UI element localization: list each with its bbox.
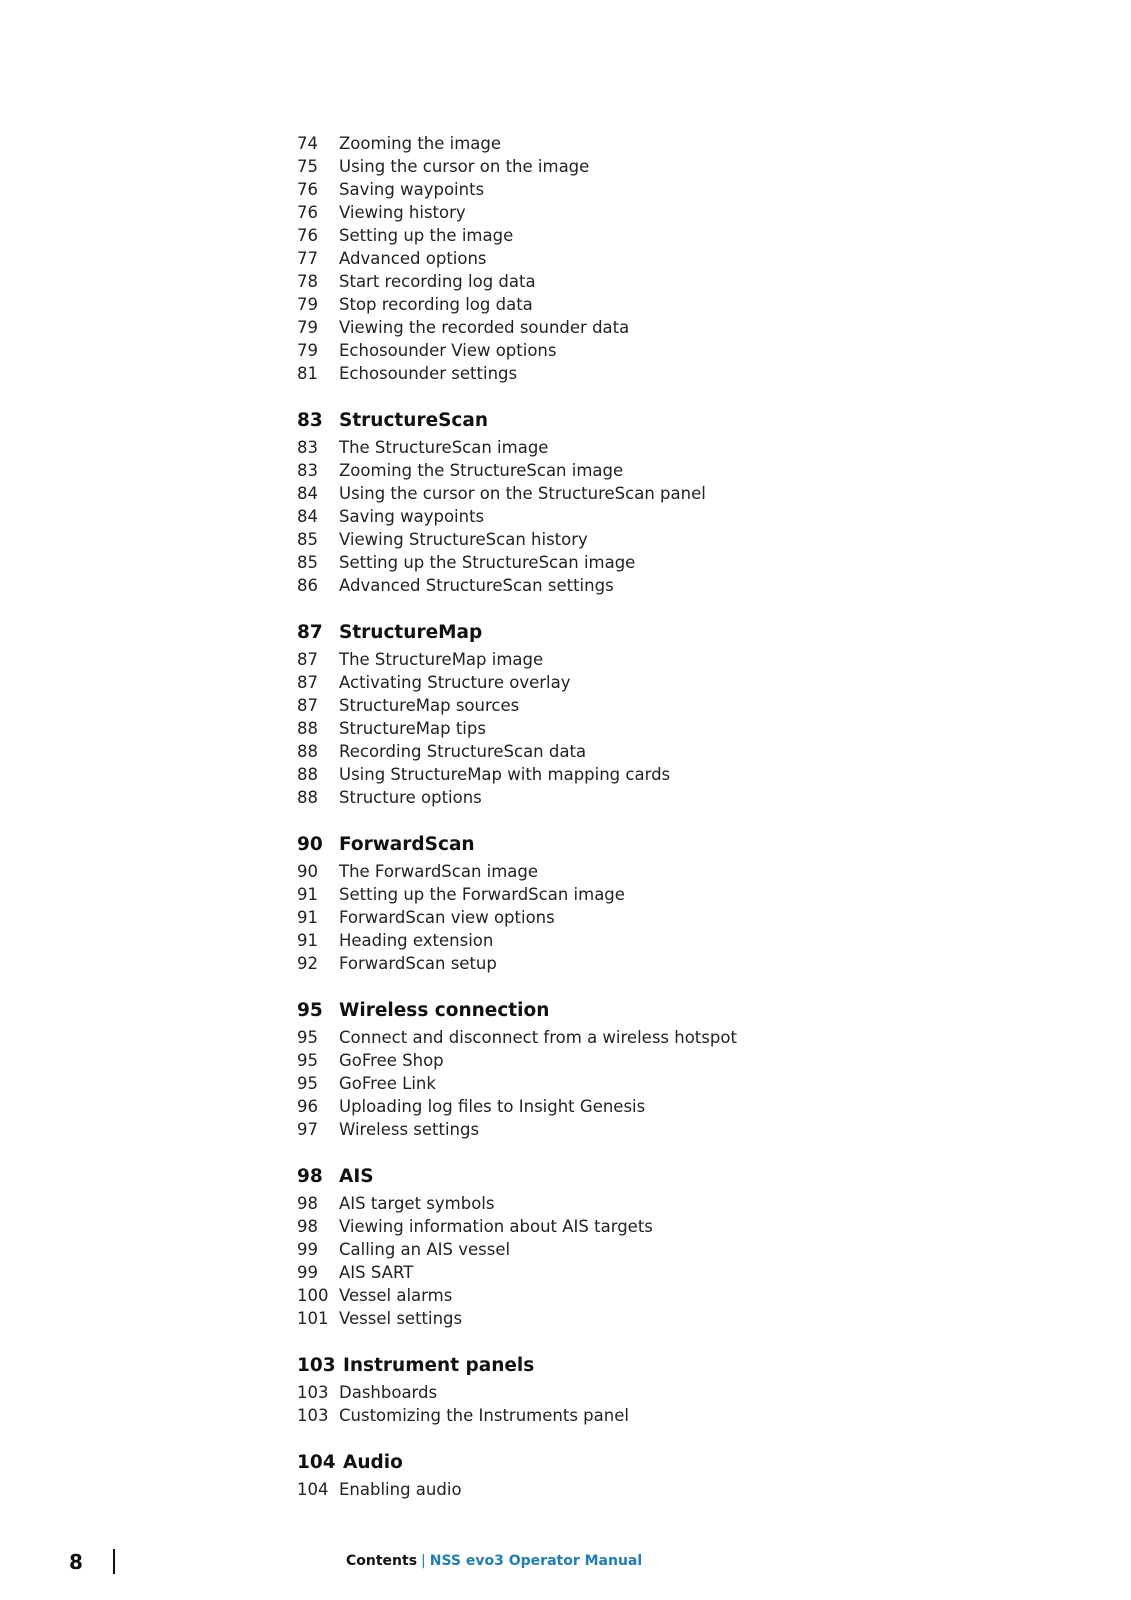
- toc-chapter-heading[interactable]: [297, 1354, 997, 1378]
- entry-page-number: 101: [297, 1309, 329, 1328]
- toc-entry[interactable]: [297, 178, 997, 201]
- chapter-title: StructureScan: [339, 410, 489, 431]
- toc-entry[interactable]: [297, 763, 997, 786]
- entry-page-number: 87: [297, 650, 318, 669]
- toc-entry[interactable]: [297, 528, 997, 551]
- entry-title: Using the cursor on the image: [339, 157, 590, 176]
- toc-section: [297, 1330, 997, 1427]
- toc-entry[interactable]: [297, 1215, 997, 1238]
- toc-section: [297, 132, 997, 385]
- entry-page-number: 99: [297, 1263, 318, 1282]
- entry-page-number: 79: [297, 295, 318, 314]
- entry-title: Echosounder settings: [339, 364, 518, 383]
- entry-page-number: 84: [297, 484, 318, 503]
- entry-page-number: 74: [297, 134, 318, 153]
- entry-page-number: 98: [297, 1217, 318, 1236]
- entry-page-number: 78: [297, 272, 318, 291]
- toc-section: [297, 597, 997, 809]
- toc-chapter-heading[interactable]: [297, 409, 997, 433]
- entry-title: Stop recording log data: [339, 295, 533, 314]
- entry-page-number: 91: [297, 908, 318, 927]
- toc-entry[interactable]: [297, 505, 997, 528]
- toc-entry[interactable]: [297, 883, 997, 906]
- entry-title: Zooming the StructureScan image: [339, 461, 624, 480]
- entry-page-number: 100: [297, 1286, 329, 1305]
- entry-title: Heading extension: [339, 931, 494, 950]
- entry-page-number: 85: [297, 530, 318, 549]
- toc-entry[interactable]: [297, 694, 997, 717]
- entry-page-number: 84: [297, 507, 318, 526]
- entry-page-number: 87: [297, 696, 318, 715]
- entry-page-number: 91: [297, 931, 318, 950]
- toc-entry[interactable]: [297, 339, 997, 362]
- entry-title: Setting up the ForwardScan image: [339, 885, 625, 904]
- entry-title: Dashboards: [339, 1383, 438, 1402]
- entry-title: Start recording log data: [339, 272, 536, 291]
- entry-title: Structure options: [339, 788, 482, 807]
- entry-title: StructureMap sources: [339, 696, 520, 715]
- toc-entry[interactable]: [297, 1238, 997, 1261]
- entry-page-number: 98: [297, 1194, 318, 1213]
- entry-page-number: 86: [297, 576, 318, 595]
- entry-page-number: 88: [297, 742, 318, 761]
- footer-separator: |: [421, 1553, 426, 1569]
- chapter-page-number: 95: [297, 1000, 323, 1021]
- entry-title: ForwardScan view options: [339, 908, 555, 927]
- section-spacer: [297, 1427, 997, 1451]
- toc-entry[interactable]: [297, 155, 997, 178]
- chapter-title: Audio: [343, 1452, 403, 1473]
- entry-title: Advanced StructureScan settings: [339, 576, 614, 595]
- toc-entry[interactable]: [297, 551, 997, 574]
- entry-page-number: 103: [297, 1406, 329, 1425]
- toc-entry[interactable]: [297, 717, 997, 740]
- entry-title: StructureMap tips: [339, 719, 486, 738]
- chapter-page-number: 103: [297, 1355, 336, 1376]
- entry-title: Zooming the image: [339, 134, 502, 153]
- toc-entry[interactable]: [297, 1072, 997, 1095]
- toc-entry[interactable]: [297, 648, 997, 671]
- entry-title: Viewing information about AIS targets: [339, 1217, 653, 1236]
- toc-entry[interactable]: [297, 459, 997, 482]
- toc-section: [297, 1141, 997, 1330]
- toc-entry[interactable]: [297, 929, 997, 952]
- entry-page-number: 88: [297, 719, 318, 738]
- toc-entry[interactable]: [297, 1026, 997, 1049]
- entry-page-number: 95: [297, 1051, 318, 1070]
- toc-section: [297, 975, 997, 1141]
- entry-title: Enabling audio: [339, 1480, 462, 1499]
- entry-page-number: 88: [297, 765, 318, 784]
- toc-section: [297, 1427, 997, 1501]
- entry-title: Wireless settings: [339, 1120, 480, 1139]
- entry-title: Activating Structure overlay: [339, 673, 571, 692]
- entry-page-number: 99: [297, 1240, 318, 1259]
- entry-title: The StructureScan image: [339, 438, 549, 457]
- entry-title: Viewing StructureScan history: [339, 530, 588, 549]
- entry-title: Saving waypoints: [339, 507, 485, 526]
- toc-section: [297, 809, 997, 975]
- toc-entry[interactable]: [297, 1478, 997, 1501]
- toc-entry[interactable]: [297, 1118, 997, 1141]
- section-spacer: [297, 809, 997, 833]
- entry-page-number: 87: [297, 673, 318, 692]
- section-spacer: [297, 1330, 997, 1354]
- toc-entry[interactable]: [297, 1261, 997, 1284]
- entry-title: The StructureMap image: [339, 650, 544, 669]
- chapter-title: StructureMap: [339, 622, 483, 643]
- entry-title: Advanced options: [339, 249, 487, 268]
- chapter-title: Wireless connection: [339, 1000, 550, 1021]
- entry-page-number: 91: [297, 885, 318, 904]
- entry-page-number: 95: [297, 1028, 318, 1047]
- entry-page-number: 77: [297, 249, 318, 268]
- entry-page-number: 79: [297, 341, 318, 360]
- toc-chapter-heading[interactable]: [297, 833, 997, 857]
- entry-title: AIS target symbols: [339, 1194, 495, 1213]
- page-number: 8: [69, 1550, 83, 1574]
- section-spacer: [297, 597, 997, 621]
- section-spacer: [297, 1141, 997, 1165]
- chapter-title: AIS: [339, 1166, 374, 1187]
- entry-title: GoFree Shop: [339, 1051, 444, 1070]
- running-footer: [346, 1551, 642, 1571]
- entry-title: GoFree Link: [339, 1074, 436, 1093]
- entry-page-number: 92: [297, 954, 318, 973]
- entry-page-number: 97: [297, 1120, 318, 1139]
- entry-page-number: 76: [297, 203, 318, 222]
- section-spacer: [297, 975, 997, 999]
- toc-entry[interactable]: [297, 1284, 997, 1307]
- entry-title: Setting up the StructureScan image: [339, 553, 636, 572]
- toc-entry[interactable]: [297, 436, 997, 459]
- toc-entry[interactable]: [297, 952, 997, 975]
- table-of-contents: [297, 132, 997, 1501]
- toc-entry[interactable]: [297, 860, 997, 883]
- chapter-page-number: 87: [297, 622, 323, 643]
- entry-title: Using the cursor on the StructureScan panel: [339, 484, 706, 503]
- section-spacer: [297, 385, 997, 409]
- entry-page-number: 75: [297, 157, 318, 176]
- chapter-page-number: 83: [297, 410, 323, 431]
- entry-page-number: 83: [297, 461, 318, 480]
- entry-title: Vessel settings: [339, 1309, 463, 1328]
- entry-page-number: 79: [297, 318, 318, 337]
- toc-entry[interactable]: [297, 316, 997, 339]
- entry-page-number: 76: [297, 226, 318, 245]
- chapter-title: Instrument panels: [343, 1355, 535, 1376]
- entry-title: Using StructureMap with mapping cards: [339, 765, 671, 784]
- toc-entry[interactable]: [297, 201, 997, 224]
- entry-page-number: 96: [297, 1097, 318, 1116]
- toc-chapter-heading[interactable]: [297, 1451, 997, 1475]
- toc-entry[interactable]: [297, 1192, 997, 1215]
- chapter-page-number: 104: [297, 1452, 336, 1473]
- toc-entry[interactable]: [297, 224, 997, 247]
- toc-entry[interactable]: [297, 293, 997, 316]
- toc-entry[interactable]: [297, 574, 997, 597]
- toc-entry[interactable]: [297, 1307, 997, 1330]
- entry-page-number: 81: [297, 364, 318, 383]
- entry-title: Uploading log files to Insight Genesis: [339, 1097, 646, 1116]
- chapter-page-number: 90: [297, 834, 323, 855]
- toc-entry[interactable]: [297, 1404, 997, 1427]
- toc-chapter-heading[interactable]: [297, 1165, 997, 1189]
- entry-title: Viewing the recorded sounder data: [339, 318, 630, 337]
- entry-title: ForwardScan setup: [339, 954, 497, 973]
- entry-title: Vessel alarms: [339, 1286, 453, 1305]
- entry-page-number: 83: [297, 438, 318, 457]
- toc-entry[interactable]: [297, 1095, 997, 1118]
- entry-title: The ForwardScan image: [339, 862, 539, 881]
- entry-title: Saving waypoints: [339, 180, 485, 199]
- entry-title: Viewing history: [339, 203, 466, 222]
- toc-entry[interactable]: [297, 270, 997, 293]
- toc-entry[interactable]: [297, 671, 997, 694]
- toc-entry[interactable]: [297, 362, 997, 385]
- entry-title: Calling an AIS vessel: [339, 1240, 511, 1259]
- entry-page-number: 90: [297, 862, 318, 881]
- entry-title: Echosounder View options: [339, 341, 557, 360]
- entry-page-number: 88: [297, 788, 318, 807]
- footer-contents-label: Contents: [346, 1553, 418, 1569]
- toc-entry[interactable]: [297, 906, 997, 929]
- toc-entry[interactable]: [297, 1049, 997, 1072]
- chapter-page-number: 98: [297, 1166, 323, 1187]
- toc-entry[interactable]: [297, 482, 997, 505]
- entry-title: Setting up the image: [339, 226, 514, 245]
- footer-manual-title: NSS evo3 Operator Manual: [429, 1553, 643, 1569]
- entry-title: Recording StructureScan data: [339, 742, 587, 761]
- toc-entry[interactable]: [297, 247, 997, 270]
- entry-page-number: 95: [297, 1074, 318, 1093]
- footer-divider: [113, 1549, 115, 1574]
- entry-page-number: 76: [297, 180, 318, 199]
- entry-page-number: 104: [297, 1480, 329, 1499]
- chapter-title: ForwardScan: [339, 834, 475, 855]
- toc-chapter-heading[interactable]: [297, 621, 997, 645]
- entry-title: Customizing the Instruments panel: [339, 1406, 629, 1425]
- entry-title: Connect and disconnect from a wireless hotspot: [339, 1028, 737, 1047]
- toc-entry[interactable]: [297, 1381, 997, 1404]
- toc-section: [297, 385, 997, 597]
- toc-chapter-heading[interactable]: [297, 999, 997, 1023]
- entry-page-number: 103: [297, 1383, 329, 1402]
- entry-page-number: 85: [297, 553, 318, 572]
- toc-entry[interactable]: [297, 132, 997, 155]
- entry-title: AIS SART: [339, 1263, 414, 1282]
- toc-entry[interactable]: [297, 740, 997, 763]
- toc-entry[interactable]: [297, 786, 997, 809]
